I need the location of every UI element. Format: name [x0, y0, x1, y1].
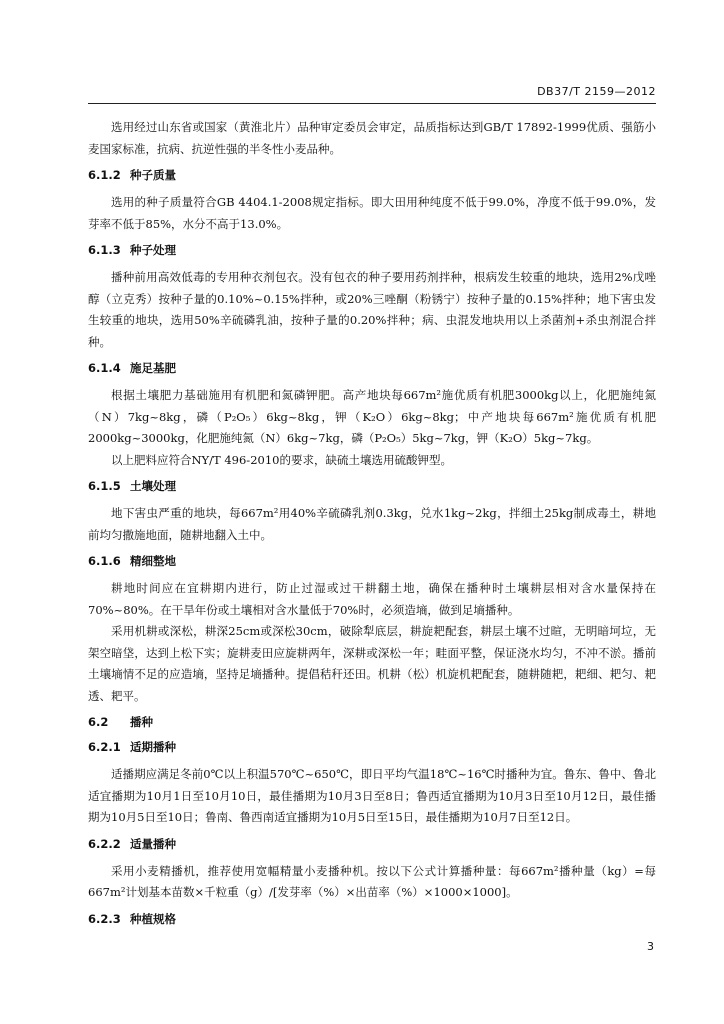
section-6-1-5-heading — [88, 478, 656, 495]
section-number: 6.1.2 — [88, 168, 121, 182]
section-title: 种子处理 — [130, 243, 176, 257]
section-6-2-heading — [88, 714, 656, 731]
section-number: 6.1.3 — [88, 243, 121, 257]
standard-code: DB37/T 2159—2012 — [537, 85, 656, 98]
section-6-1-2-heading — [88, 167, 656, 184]
section-6-1-5-paragraph: 地下害虫严重的地块，每667m²用40%辛硫磷乳剂0.3kg，兑水1kg~2kg，拌细土25kg制成毒土，耕地前均匀撒施地面，随耕地翻入土中。 — [88, 506, 656, 542]
section-number: 6.1.5 — [88, 479, 121, 493]
section-title: 精细整地 — [130, 554, 176, 568]
intro-paragraph: 选用经过山东省或国家（黄淮北片）品种审定委员会审定，品质指标达到GB/T 17892-1999优质、强筋小麦国家标准，抗病、抗逆性强的半冬性小麦品种。 — [88, 120, 656, 156]
section-6-2-2-paragraph: 采用小麦精播机，推荐使用宽幅精量小麦播种机。按以下公式计算播种量：每667m²播种量（kg）=每667m²计划基本苗数×千粒重（g）/[发芽率（%）×出苗率（%）×1000×1000]。 — [88, 863, 656, 899]
section-title: 土壤处理 — [130, 479, 176, 493]
section-title: 适量播种 — [130, 836, 176, 851]
section-title: 种子质量 — [130, 168, 176, 182]
section-title: 种植规格 — [130, 911, 176, 926]
header-rule — [88, 103, 656, 104]
section-6-1-4-paragraph-2: 以上肥料应符合NY/T 496-2010的要求，缺硫土壤选用硫酸钾型。 — [111, 452, 452, 467]
section-title: 施足基肥 — [130, 361, 176, 375]
section-title: 适期播种 — [130, 740, 176, 754]
section-6-1-4-paragraph-1: 根据土壤肥力基础施用有机肥和氮磷钾肥。高产地块每667m²施优质有机肥3000kg以上，化肥施纯氮（N）7kg~8kg，磷（P₂O₅）6kg~8kg，钾（K₂O）6kg~8kg；中产地块每667m²施优质有机肥2000kg~3000kg，化肥施纯氮（N）6kg~7kg，磷（P₂O₅）5kg~7kg，钾（K₂O）5kg~7kg。 — [88, 388, 656, 445]
section-6-1-3-heading — [88, 242, 656, 259]
section-6-2-1-paragraph: 适播期应满足冬前0℃以上积温570℃~650℃，即日平均气温18℃~16℃时播种为宜。鲁东、鲁中、鲁北适宜播期为10月1日至10月10日，最佳播期为10月3日至8日；鲁西适宜播期为10月3日至10月12日，最佳播期为10月5日至10日；鲁南、鲁西南适宜播期为10月5日至15日，最佳播期为10月7日至12日。 — [88, 767, 656, 824]
section-number: 6.2 — [88, 715, 109, 729]
section-title: 播种 — [130, 715, 153, 729]
body-content — [88, 117, 656, 936]
section-number: 6.2.3 — [88, 911, 121, 926]
section-6-1-6-paragraph-2: 采用机耕或深松，耕深25cm或深松30cm，破除犁底层，耕旋耙配套，耕层土壤不过暄，无明暗坷垃，无架空暗垡，达到上松下实；旋耕麦田应旋耕两年，深耕或深松一年；畦面平整，保证浇水均匀，不冲不淤。播前土壤墒情不足的应造墒，坚持足墒播种。提倡秸秆还田。机耕（松）机旋机耙配套，随耕随耙，耙细、耙匀、耙透、耙平。 — [88, 624, 656, 703]
section-number: 6.2.2 — [88, 836, 121, 851]
section-6-1-4-heading — [88, 360, 656, 377]
page-number: 3 — [647, 940, 654, 953]
section-number: 6.1.4 — [88, 361, 121, 375]
section-6-2-2-heading — [88, 836, 656, 853]
section-number: 6.2.1 — [88, 740, 121, 754]
section-6-1-6-heading — [88, 553, 656, 570]
section-number: 6.1.6 — [88, 554, 121, 568]
section-6-1-2-paragraph: 选用的种子质量符合GB 4404.1-2008规定指标。即大田用种纯度不低于99.0%，净度不低于99.0%，发芽率不低于85%，水分不高于13.0%。 — [88, 195, 656, 231]
section-6-2-3-heading — [88, 911, 656, 928]
section-6-1-3-paragraph: 播种前用高效低毒的专用种衣剂包衣。没有包衣的种子要用药剂拌种，根病发生较重的地块，选用2%戊唑醇（立克秀）按种子量的0.10%~0.15%拌种，或20%三唑酮（粉锈宁）按种子量的0.15%拌种；地下害虫发生较重的地块，选用50%辛硫磷乳油，按种子量的0.20%拌种；病、虫混发地块用以上杀菌剂+杀虫剂混合拌种。 — [88, 270, 656, 349]
section-6-2-1-heading — [88, 739, 656, 756]
section-6-1-6-paragraph-1: 耕地时间应在宜耕期内进行，防止过湿或过干耕翻土地，确保在播种时土壤耕层相对含水量保持在70%~80%。在干旱年份或土壤相对含水量低于70%时，必须造墒，做到足墒播种。 — [88, 581, 656, 617]
